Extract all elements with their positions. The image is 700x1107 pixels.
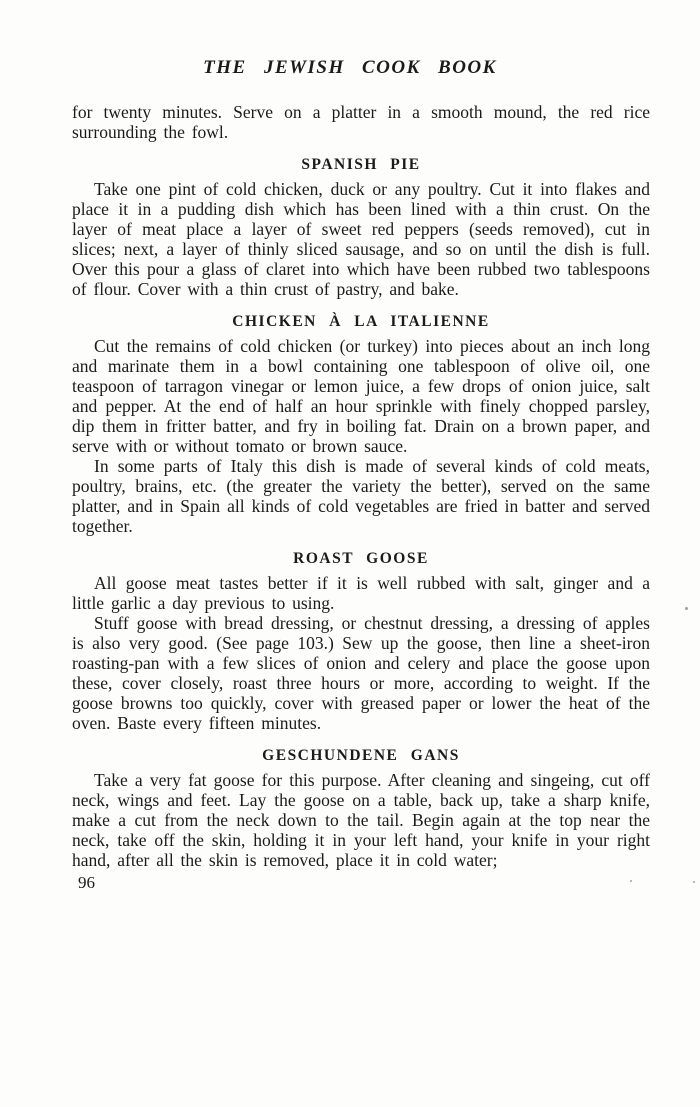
body-paragraph: Take one pint of cold chicken, duck or any poultry. Cut it into flakes and place it in a pudding dish which has been lined with a thin crust. On the layer of meat place a layer of sweet red peppers (seeds removed), cut in slices; next, a layer of thinly sliced sausage, and so on until the dish is full. Over this pour a glass of claret into which have been rubbed two tablespoons of flour. Cover with a thin crust of pastry, and bake. bbox=[72, 179, 650, 299]
scan-speck bbox=[630, 880, 632, 882]
body-paragraph: Stuff goose with bread dressing, or chestnut dressing, a dressing of apples is also very good. (See page 103.) Sew up the goose, then line a sheet-iron roasting-pan with a few slices of onion and celery and place the goose upon these, cover closely, roast three hours or more, according to weight. If the goose browns too quickly, cover with greased paper or lower the heat of the oven. Baste every fifteen minutes. bbox=[72, 613, 650, 733]
body-paragraph: Cut the remains of cold chicken (or turkey) into pieces about an inch long and marinate them in a bowl containing one tablespoon of olive oil, one teaspoon of tarragon vinegar or lemon juice, a few drops of onion juice, salt and pepper. At the end of half an hour sprinkle with finely chopped parsley, dip them in fritter batter, and fry in boiling fat. Drain on a brown paper, and serve with or without tomato or brown sauce. bbox=[72, 336, 650, 456]
section-heading: ROAST GOOSE bbox=[293, 550, 429, 567]
body-paragraph: for twenty minutes. Serve on a platter in a smooth mound, the red rice surrounding the fowl. bbox=[72, 102, 650, 142]
page-content bbox=[72, 102, 650, 870]
section-heading: GESCHUNDENE GANS bbox=[262, 747, 460, 764]
page-number: 96 bbox=[78, 873, 95, 892]
body-paragraph: Take a very fat goose for this purpose. After cleaning and singeing, cut off neck, wings and feet. Lay the goose on a table, back up, take a sharp knife, make a cut from the neck down to the tail. Begin again at the top near the neck, take off the skin, holding it in your left hand, your knife in your right hand, after all the skin is removed, place it in cold water; bbox=[72, 770, 650, 870]
section-heading: CHICKEN À LA ITALIENNE bbox=[232, 313, 490, 330]
body-paragraph: All goose meat tastes better if it is well rubbed with salt, ginger and a little garlic a day previous to using. bbox=[72, 573, 650, 613]
body-paragraph: In some parts of Italy this dish is made of several kinds of cold meats, poultry, brains, etc. (the greater the variety the better), served on the same platter, and in Spain all kinds of cold vegetables are fried in batter and served together. bbox=[72, 456, 650, 536]
scan-speck bbox=[693, 881, 695, 883]
scan-speck bbox=[685, 607, 688, 610]
running-header: THE JEWISH COOK BOOK bbox=[203, 57, 497, 78]
section-heading: SPANISH PIE bbox=[301, 156, 421, 173]
